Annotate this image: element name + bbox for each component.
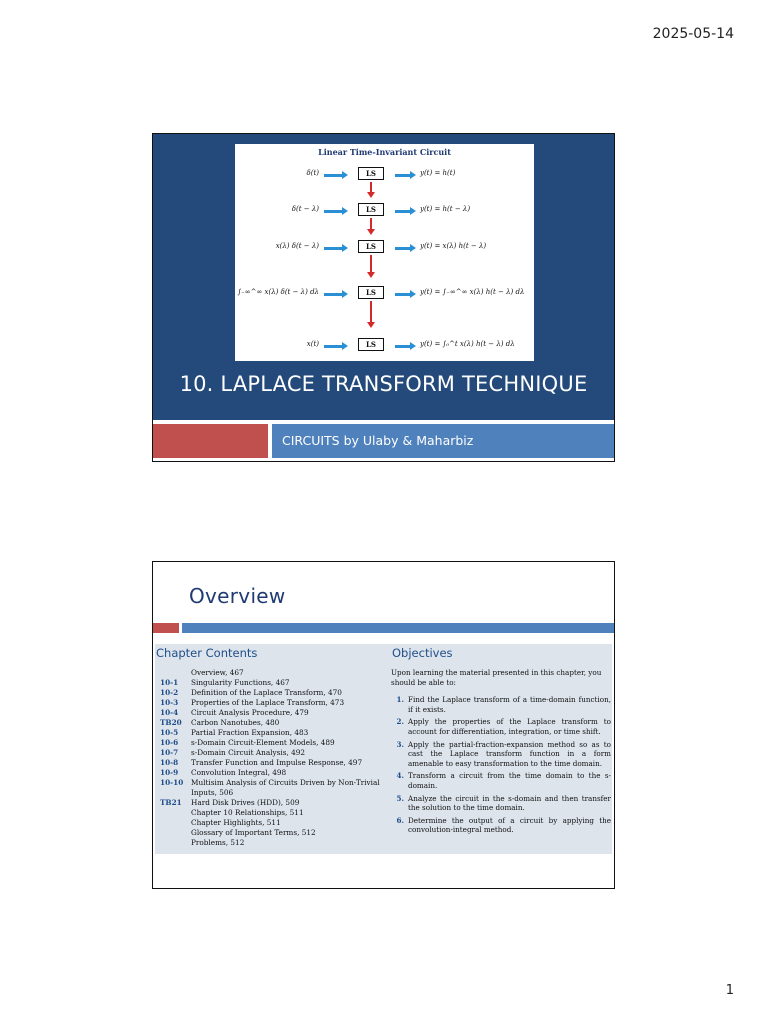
figure-input-3: x(λ) δ(t − λ) — [275, 242, 319, 250]
figure-output-5: y(t) = ∫₀^t x(λ) h(t − λ) dλ — [420, 340, 515, 348]
contents-item-text: Circuit Analysis Procedure, 479 — [191, 708, 309, 717]
contents-item-number: 10-1 — [160, 678, 179, 687]
contents-item — [160, 748, 390, 758]
contents-item — [160, 838, 390, 848]
objective-item — [391, 794, 611, 813]
arrow-right-icon — [324, 210, 343, 213]
contents-item-text: Convolution Integral, 498 — [191, 768, 287, 777]
contents-item-number — [160, 668, 191, 678]
contents-item-number: 10-4 — [160, 708, 179, 717]
arrow-down-icon — [370, 182, 372, 193]
contents-item-text: Multisim Analysis of Circuits Driven by Non-Trivial Inputs, 506 — [191, 778, 380, 797]
contents-item — [160, 798, 390, 808]
ls-box-1: LS — [358, 167, 384, 180]
objectives-list — [391, 668, 611, 838]
objective-number: 2. — [396, 717, 404, 727]
contents-item-text: s-Domain Circuit Analysis, 492 — [191, 748, 306, 757]
slide-title: 10. LAPLACE TRANSFORM TECHNIQUE — [179, 372, 588, 396]
objective-item — [391, 771, 611, 790]
objective-item — [391, 816, 611, 835]
title-slide-background — [153, 134, 614, 420]
objective-text: Apply the partial-fraction-expansion method so as to cast the Laplace transform function in a form amenable to easy transformation to the time domain. — [408, 739, 611, 768]
page-number: 1 — [725, 983, 734, 998]
contents-item-text: Partial Fraction Expansion, 483 — [191, 728, 309, 737]
contents-item — [160, 808, 390, 818]
figure-input-2: δ(t − λ) — [291, 205, 319, 213]
contents-item — [160, 758, 390, 768]
figure-output-2: y(t) = h(t − λ) — [420, 205, 471, 213]
objective-item — [391, 717, 611, 736]
contents-item-text: Chapter 10 Relationships, 511 — [191, 808, 304, 817]
contents-item — [160, 708, 390, 718]
contents-item-text: Transfer Function and Impulse Response, 497 — [191, 758, 363, 767]
contents-item-number — [160, 808, 191, 818]
objectives-intro: Upon learning the material presented in this chapter, you should be able to: — [391, 668, 602, 687]
contents-item-text: Chapter Highlights, 511 — [191, 818, 281, 827]
contents-item-text: Definition of the Laplace Transform, 470 — [191, 688, 342, 697]
contents-item — [160, 718, 390, 728]
arrow-right-icon — [395, 293, 411, 296]
contents-item — [160, 828, 390, 838]
contents-panel — [155, 644, 612, 854]
contents-item — [160, 688, 390, 698]
title-slide — [152, 133, 615, 462]
contents-item-number: 10-10 — [160, 778, 184, 787]
objective-number: 6. — [396, 815, 404, 825]
figure-output-3: y(t) = x(λ) h(t − λ) — [420, 242, 487, 250]
contents-item-number: 10-7 — [160, 748, 179, 757]
contents-item — [160, 738, 390, 748]
objective-item — [391, 695, 611, 714]
contents-item — [160, 768, 390, 778]
ls-box-2: LS — [358, 203, 384, 216]
arrow-right-icon — [324, 174, 343, 177]
contents-item-number: 10-8 — [160, 758, 179, 767]
objective-number: 1. — [396, 695, 404, 705]
figure-output-4: y(t) = ∫₋∞^∞ x(λ) h(t − λ) dλ — [420, 288, 525, 296]
ls-box-3: LS — [358, 240, 384, 253]
contents-item-text: Problems, 512 — [191, 838, 245, 847]
contents-item — [160, 818, 390, 828]
contents-item-number: 10-5 — [160, 728, 179, 737]
arrow-down-icon — [370, 301, 372, 323]
arrow-right-icon — [324, 293, 343, 296]
figure-input-4: ∫₋∞^∞ x(λ) δ(t − λ) dλ — [237, 288, 319, 296]
contents-item-text: Properties of the Laplace Transform, 473 — [191, 698, 345, 707]
objective-text: Transform a circuit from the time domain to the s-domain. — [408, 771, 611, 790]
contents-item-number — [160, 818, 191, 828]
contents-item-number: 10-6 — [160, 738, 179, 747]
contents-item-text: Overview, 467 — [191, 668, 244, 677]
contents-item-text: Carbon Nanotubes, 480 — [191, 718, 280, 727]
ls-box-4: LS — [358, 286, 384, 299]
accent-bar-red — [153, 424, 268, 458]
objectives-heading: Objectives — [392, 646, 453, 660]
contents-item — [160, 778, 390, 798]
objective-item — [391, 740, 611, 769]
contents-item — [160, 728, 390, 738]
contents-item-number: TB20 — [160, 718, 182, 727]
slide-subtitle: CIRCUITS by Ulaby & Maharbiz — [272, 424, 614, 458]
arrow-right-icon — [324, 345, 343, 348]
objective-number: 3. — [396, 739, 404, 749]
contents-item — [160, 698, 390, 708]
figure-input-1: δ(t) — [306, 169, 319, 177]
figure-output-1: y(t) = h(t) — [420, 169, 456, 177]
accent-bar-blue — [182, 623, 614, 633]
contents-item — [160, 678, 390, 688]
arrow-right-icon — [324, 247, 343, 250]
contents-item-text: Singularity Functions, 467 — [191, 678, 290, 687]
contents-item-number: 10-3 — [160, 698, 179, 707]
arrow-down-icon — [370, 255, 372, 273]
arrow-down-icon — [370, 218, 372, 230]
page-date: 2025-05-14 — [652, 26, 734, 42]
objective-number: 5. — [396, 793, 404, 803]
chapter-contents-heading: Chapter Contents — [156, 646, 258, 660]
contents-item-number: 10-9 — [160, 768, 179, 777]
slide-title: Overview — [189, 584, 286, 608]
objective-number: 4. — [396, 771, 404, 781]
contents-item-number — [160, 838, 191, 848]
lti-circuit-figure — [235, 144, 534, 361]
objective-text: Find the Laplace transform of a time-domain function, if it exists. — [408, 695, 611, 714]
arrow-right-icon — [395, 174, 411, 177]
contents-item-text: Hard Disk Drives (HDD), 509 — [191, 798, 300, 807]
ls-box-5: LS — [358, 338, 384, 351]
overview-slide — [152, 561, 615, 889]
contents-item-text: s-Domain Circuit-Element Models, 489 — [191, 738, 335, 747]
arrow-right-icon — [395, 345, 411, 348]
figure-title: Linear Time-Invariant Circuit — [318, 147, 451, 157]
contents-item-text: Glossary of Important Terms, 512 — [191, 828, 316, 837]
chapter-contents-list — [160, 668, 390, 848]
contents-item-number: 10-2 — [160, 688, 179, 697]
objective-text: Apply the properties of the Laplace transform to account for differentiation, integration, or time shift. — [408, 717, 611, 736]
objective-text: Determine the output of a circuit by applying the convolution-integral method. — [408, 815, 611, 835]
contents-item-number — [160, 828, 191, 838]
objective-text: Analyze the circuit in the s-domain and then transfer the solution to the time domain. — [408, 793, 611, 813]
accent-bar-red — [153, 623, 179, 633]
contents-item — [160, 668, 390, 678]
arrow-right-icon — [395, 210, 411, 213]
figure-input-5: x(t) — [306, 340, 319, 348]
arrow-right-icon — [395, 247, 411, 250]
contents-item-number: TB21 — [160, 798, 182, 807]
